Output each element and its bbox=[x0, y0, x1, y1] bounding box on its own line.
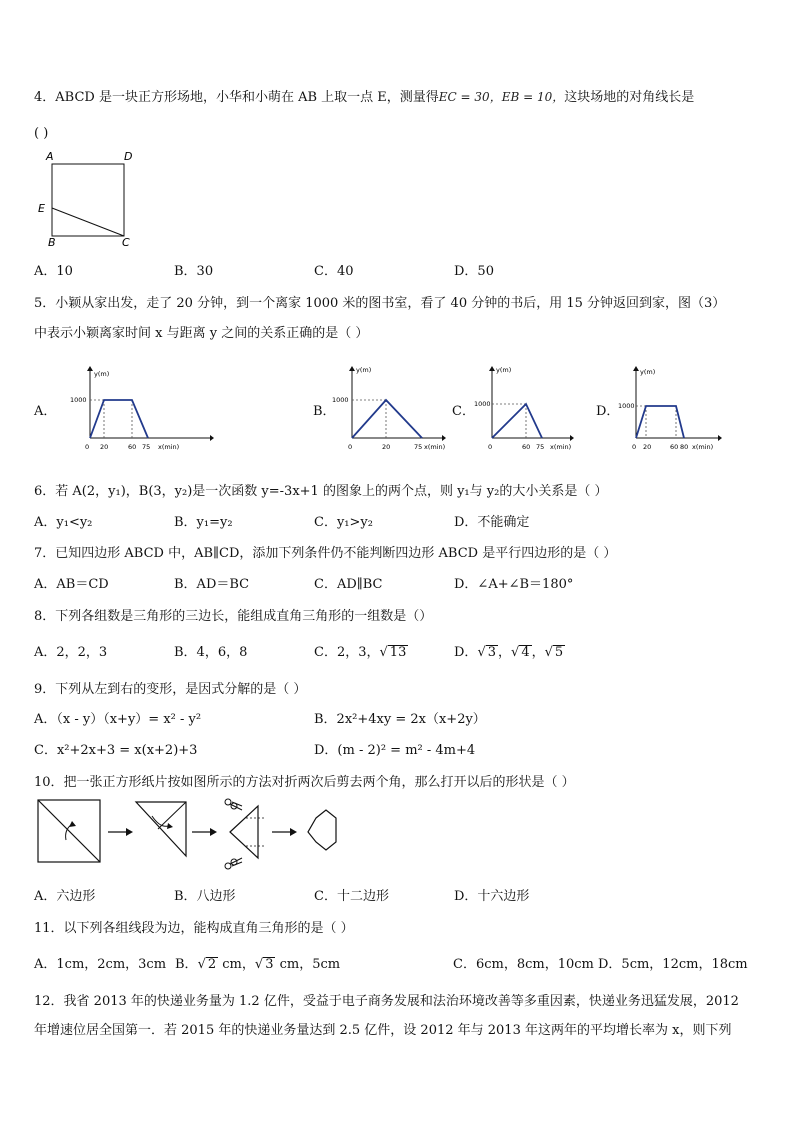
q4-option-a: A．10 bbox=[34, 264, 73, 279]
q4-label-c: C bbox=[122, 236, 130, 249]
q7-option-d: D．∠A+∠B＝180° bbox=[454, 577, 574, 592]
svg-text:20: 20 bbox=[382, 443, 391, 451]
sqrt-13: √ 13 bbox=[379, 645, 407, 660]
q12-stem-line1: 12．我省 2013 年的快递业务量为 1.2 亿件，受益于电子商务发展和法治环境改善等多重因素，快递业务迅猛发展，2012 bbox=[34, 994, 739, 1009]
q4-label-d: D bbox=[124, 150, 133, 163]
q6-stem: 6．若 A(2，y₁)，B(3，y₂)是一次函数 y=-3x+1 的图象上的两个点，则 y₁与 y₂的大小关系是（ ） bbox=[34, 484, 608, 499]
q9-option-a: A．（x - y）（x+y）= x² - y² bbox=[34, 712, 202, 727]
sqrt-3: √ 3 bbox=[477, 645, 497, 660]
q9-option-b: B．2x²+4xy = 2x（x+2y） bbox=[314, 712, 486, 727]
q4-option-b: B．30 bbox=[174, 264, 214, 279]
q4-option-d: D．50 bbox=[454, 264, 494, 279]
scissors-icon-top bbox=[225, 799, 242, 810]
q5-stem-line2: 中表示小颖离家时间 x 与距离 y 之间的关系正确的是（ ） bbox=[34, 326, 369, 341]
q4-label-a: A bbox=[46, 150, 54, 163]
q8-option-c: C．2，3，√ 13 bbox=[314, 645, 407, 660]
q4-math-eb: EB = 10， bbox=[501, 90, 565, 104]
svg-text:80: 80 bbox=[680, 443, 689, 451]
q8-stem: 8．下列各组数是三角形的三边长，能组成直角三角形的一组数是（） bbox=[34, 609, 433, 624]
q5-label-d: D． bbox=[596, 404, 620, 419]
q4-stem: 4．ABCD 是一块正方形场地，小华和小萌在 AB 上取一点 E，测量得EC = 30，EB = 10，这块场地的对角线长是 bbox=[34, 90, 695, 105]
q4-bracket: ( ) bbox=[34, 126, 49, 141]
q5-stem-line1: 5．小颖从家出发，走了 20 分钟，到一个离家 1000 米的图书室，看了 40 分钟的书后，用 15 分钟返回到家，图（3） bbox=[34, 296, 726, 311]
sqrt-2: √ 2 bbox=[197, 957, 217, 972]
q9-stem: 9．下列从左到右的变形，是因式分解的是（ ） bbox=[34, 682, 307, 697]
svg-text:y(m): y(m) bbox=[640, 368, 656, 376]
q5-label-a: A． bbox=[34, 404, 57, 419]
scissors-icon-bottom bbox=[225, 858, 242, 869]
sqrt-4: √ 4 bbox=[511, 645, 530, 660]
q10-option-d: D．十六边形 bbox=[454, 889, 530, 904]
q6-option-b: B．y₁=y₂ bbox=[174, 515, 233, 530]
q10-paper-folding-figure bbox=[36, 796, 366, 874]
q5-graph-d bbox=[614, 362, 734, 458]
svg-text:20: 20 bbox=[643, 443, 652, 451]
q6-option-c: C．y₁>y₂ bbox=[314, 515, 373, 530]
q10-stem: 10．把一张正方形纸片按如图所示的方法对折两次后剪去两个角，那么打开以后的形状是（ ） bbox=[34, 775, 575, 790]
svg-text:x(min): x(min) bbox=[158, 443, 180, 451]
q11-stem: 11．以下列各组线段为边，能构成直角三角形的是（ ） bbox=[34, 921, 354, 936]
q7-option-c: C．AD∥BC bbox=[314, 577, 383, 592]
q6-option-d: D．不能确定 bbox=[454, 515, 530, 530]
q4-math-ec: EC = 30， bbox=[438, 90, 502, 104]
svg-text:y(m): y(m) bbox=[94, 370, 110, 378]
svg-text:x(min): x(min) bbox=[550, 443, 572, 451]
sqrt-5: √ 5 bbox=[544, 645, 564, 660]
q8-option-d: D．√ 3 ，√ 4 ，√ 5 bbox=[454, 645, 564, 660]
q10-option-a: A．六边形 bbox=[34, 889, 96, 904]
svg-text:1000: 1000 bbox=[332, 396, 349, 404]
svg-text:y(m): y(m) bbox=[496, 366, 512, 374]
q9-option-d: D．(m - 2)² = m² - 4m+4 bbox=[314, 743, 476, 758]
svg-text:1000: 1000 bbox=[474, 400, 491, 408]
q4-option-c: C．40 bbox=[314, 264, 354, 279]
q5-graph-c bbox=[470, 362, 580, 458]
svg-text:1000: 1000 bbox=[618, 402, 635, 410]
q7-option-a: A．AB＝CD bbox=[34, 577, 109, 592]
q7-stem: 7．已知四边形 ABCD 中，AB∥CD，添加下列条件仍不能判断四边形 ABCD 是平行四边形的是（ ） bbox=[34, 546, 617, 561]
svg-text:0: 0 bbox=[488, 443, 493, 451]
q5-label-b: B． bbox=[313, 404, 336, 419]
svg-text:0: 0 bbox=[632, 443, 637, 451]
q4-label-e: E bbox=[38, 202, 45, 215]
q11-option-b: B．√ 2 cm，√ 3 cm，5cm bbox=[175, 957, 341, 972]
q11-option-d: D．5cm，12cm，18cm bbox=[598, 957, 748, 972]
svg-text:x(min): x(min) bbox=[424, 443, 446, 451]
q9-option-c: C．x²+2x+3 = x(x+2)+3 bbox=[34, 743, 198, 758]
q4-square-figure bbox=[34, 148, 144, 250]
q5-label-c: C． bbox=[452, 404, 475, 419]
q6-option-a: A．y₁<y₂ bbox=[34, 515, 93, 530]
svg-text:20: 20 bbox=[100, 443, 109, 451]
q11-option-c: C．6cm，8cm，10cm bbox=[453, 957, 594, 972]
q10-option-b: B．八边形 bbox=[174, 889, 236, 904]
svg-text:x(min): x(min) bbox=[692, 443, 714, 451]
svg-text:60: 60 bbox=[670, 443, 679, 451]
q8-option-b: B．4，6，8 bbox=[174, 645, 248, 660]
svg-text:0: 0 bbox=[348, 443, 353, 451]
svg-text:75: 75 bbox=[142, 443, 151, 451]
q12-stem-line2: 年增速位居全国第一．若 2015 年的快递业务量达到 2.5 亿件，设 2012 年与 2013 年这两年的平均增长率为 x，则下列 bbox=[34, 1023, 732, 1038]
svg-text:75: 75 bbox=[414, 443, 423, 451]
q8-option-a: A．2，2，3 bbox=[34, 645, 108, 660]
q10-option-c: C．十二边形 bbox=[314, 889, 389, 904]
sqrt-3-b: √ 3 bbox=[254, 957, 274, 972]
svg-text:y(m): y(m) bbox=[356, 366, 372, 374]
svg-text:60: 60 bbox=[522, 443, 531, 451]
q5-graph-b bbox=[330, 362, 450, 458]
q7-option-b: B．AD＝BC bbox=[174, 577, 250, 592]
svg-text:1000: 1000 bbox=[70, 396, 87, 404]
q5-graph-a bbox=[56, 362, 216, 458]
svg-text:0: 0 bbox=[85, 443, 90, 451]
q4-label-b: B bbox=[48, 236, 56, 249]
svg-text:60: 60 bbox=[128, 443, 137, 451]
q11-option-a: A．1cm，2cm，3cm bbox=[34, 957, 167, 972]
svg-text:75: 75 bbox=[536, 443, 545, 451]
